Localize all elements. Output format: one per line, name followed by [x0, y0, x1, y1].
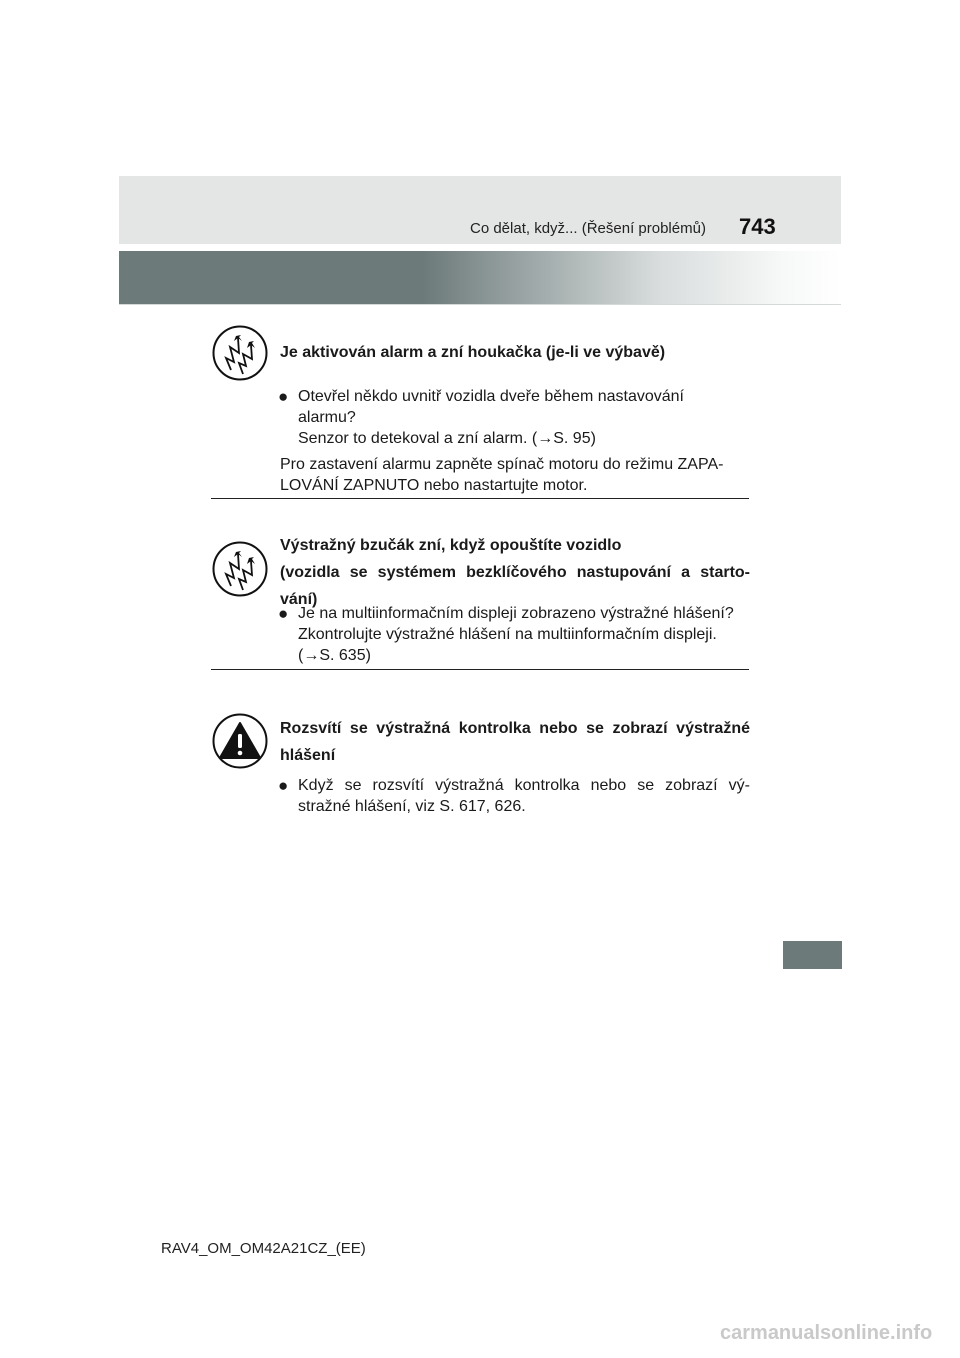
electric-shock-icon [212, 325, 268, 381]
band-underline [119, 304, 841, 305]
section-2-title-line: Výstražný bzučák zní, když opouštíte vozidlo [280, 537, 622, 554]
warning-triangle-icon [212, 713, 268, 769]
section-3-title-line: hlášení [280, 747, 336, 764]
section-1-title-line: Je aktivován alarm a zní houkačka (je-li ve výbavě) [280, 344, 666, 361]
section-2-bullet [278, 603, 750, 666]
section-1-bullet-line: alarmu? [298, 409, 356, 426]
section-3-title [280, 715, 750, 769]
document-code: RAV4_OM_OM42A21CZ_(EE) [161, 1240, 366, 1257]
section-1-bullet-text [298, 386, 750, 449]
section-1-title [280, 339, 750, 366]
section-2-title [280, 532, 750, 613]
section-1-paragraph-line: LOVÁNÍ ZAPNUTO nebo nastartujte motor. [280, 477, 588, 494]
section-1-paragraph [280, 454, 750, 496]
section-3-bullet-line: stražné hlášení, viz S. 617, 626. [298, 798, 526, 815]
bullet-icon: ● [278, 776, 289, 795]
section-1-bullet-line: Otevřel někdo uvnitř vozidla dveře během nastavování [298, 388, 684, 405]
section-3-bullet-text [298, 775, 750, 817]
section-2-bullet-line: (→S. 635) [298, 647, 371, 664]
section-divider [211, 669, 749, 670]
electric-shock-icon [212, 541, 268, 597]
section-2-bullet-line: Zkontrolujte výstražné hlášení na multiinformačním displeji. [298, 626, 717, 643]
bullet-icon: ● [278, 387, 289, 406]
section-2-bullet-line: Je na multiinformačním displeji zobrazeno výstražné hlášení? [298, 605, 734, 622]
section-1-bullet-line: Senzor to detekoval a zní alarm. (→S. 95) [298, 430, 596, 447]
chapter-side-tab [783, 941, 842, 969]
section-divider [211, 498, 749, 499]
section-1-bullet [278, 386, 750, 449]
section-3-bullet [278, 775, 750, 817]
chapter-title: Co dělat, když... (Řešení problémů) [470, 220, 706, 237]
section-2-bullet-text [298, 603, 750, 666]
page-number: 743 [739, 214, 776, 239]
watermark: carmanualsonline.info [720, 1322, 933, 1344]
section-3-bullet-line: Když se rozsvítí výstražná kontrolka nebo se zobrazí vý- [298, 777, 750, 794]
chapter-band [119, 251, 841, 304]
section-2-title-line: vání) [280, 591, 318, 608]
section-2-title-line: (vozidla se systémem bezklíčového nastupování a starto- [280, 564, 750, 581]
section-1-paragraph-line: Pro zastavení alarmu zapněte spínač motoru do režimu ZAPA- [280, 456, 724, 473]
bullet-icon: ● [278, 604, 289, 623]
section-3-title-line: Rozsvítí se výstražná kontrolka nebo se zobrazí výstražné [280, 720, 750, 737]
